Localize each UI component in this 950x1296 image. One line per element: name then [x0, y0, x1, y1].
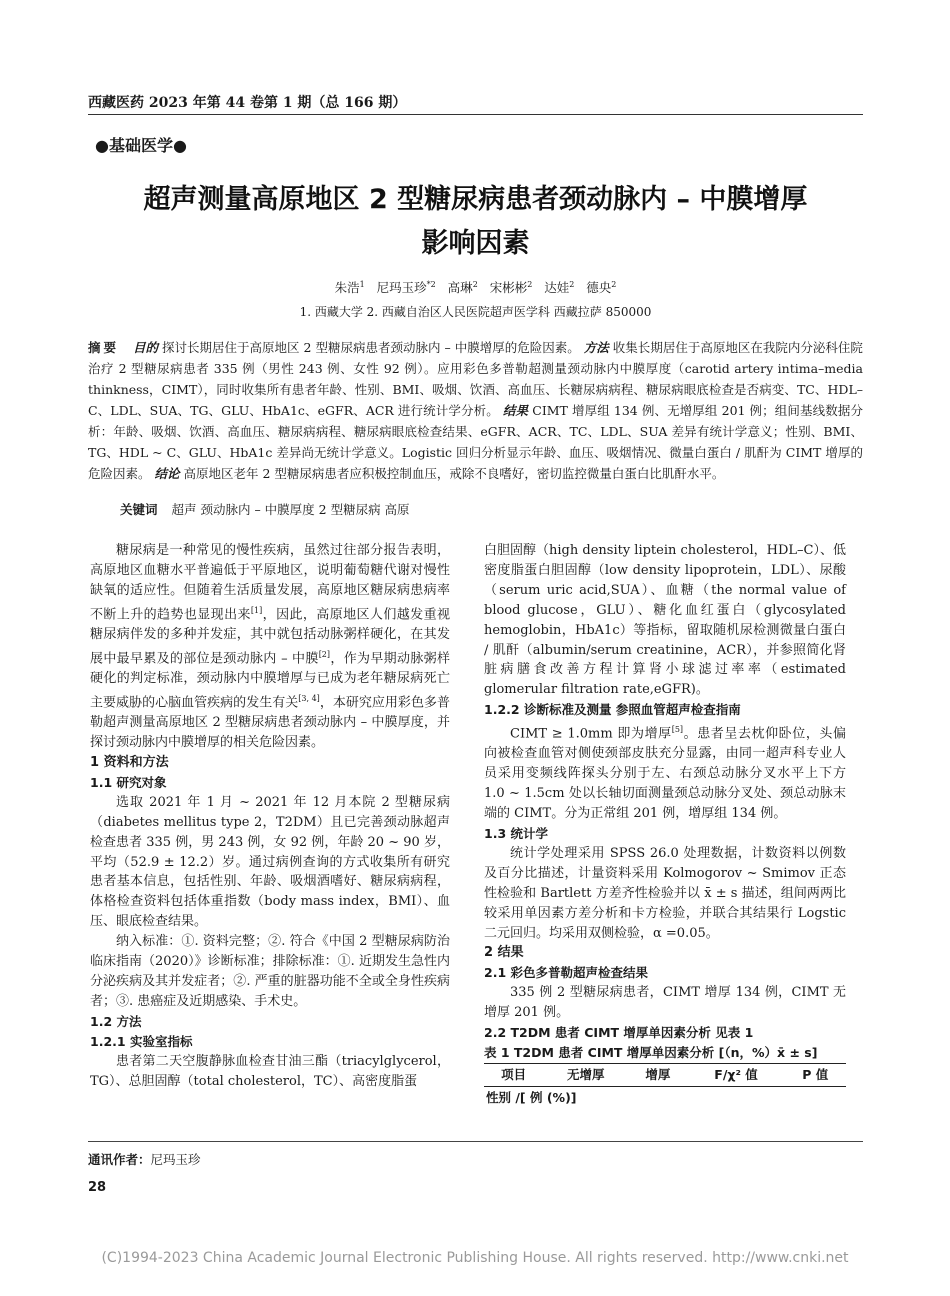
corr-name: 尼玛玉珍 [150, 1152, 201, 1167]
table-1 [484, 1064, 846, 1109]
affiliation: 1. 西藏大学 2. 西藏自治区人民医院超声医学科 西藏拉萨 850000 [299, 305, 652, 319]
page-number: 28 [88, 1180, 107, 1195]
table-header: P 值 [785, 1064, 846, 1086]
section-heading: 1 资料和方法 [90, 755, 169, 771]
subsection-heading: 1.2.1 实验室指标 [90, 1033, 193, 1049]
method-text: 收集长期居住于高原地区在我院内分泌科住院治疗 2 型糖尿病患者 335 例（男性 243 例、女性 92 例）。应用彩色多普勒超测量颈动脉内中膜厚度（carotid artery intima–media thinkness，CIMT），同时收集所有患者年龄、性别、BMI、吸烟、饮酒、高血压、长糖尿病病程、糖尿病眼底检查是否病变、TC、HDL–C、LDL、SUA、TG、GLU、HbA1c、eGFR、ACR 进行统计学分析。 [88, 340, 863, 418]
abstract-label: 摘要 [88, 340, 120, 355]
table-header: 无增厚 [543, 1064, 628, 1086]
section-heading: 2 结果 [484, 945, 524, 961]
keywords [120, 500, 860, 518]
result-label: 结果 [502, 403, 529, 418]
keywords-text: 超声 颈动脉内 – 中膜厚度 2 型糖尿病 高原 [171, 502, 410, 517]
result-text: CIMT 增厚组 134 例、无增厚组 201 例；组间基线数据分析：年龄、吸烟、饮酒、高血压、糖尿病病程、糖尿病眼底检查结果、eGFR、ACR、TC、LDL、SUA 差异有统计学意义；性别、BMI、TG、HDL ~ C、GLU、HbA1c 差异尚无统计学意义。Logistic 回归分析显示年龄、血压、吸烟情况、微量白蛋白 / 肌酐为 CIMT 增厚的危险因素。 [88, 403, 863, 481]
lab-paragraph-continued: 白胆固醇（high density liptein cholesterol，HDL–C）、低密度脂蛋白胆固醇（low density lipoprotein，LDL）、尿酸（serum uric acid,SUA）、血糖（the normal value of blood glucose，GLU）、糖化血红蛋白（glycosylated hemoglobin，HbA1c）等指标，留取随机尿检测微量白蛋白 / 肌酐（albumin/serum creatinine，ACR），并参照简化肾脏病膳食改善方程计算肾小球滤过率率（estimated glomerular filtration rate,eGFR)。 [484, 543, 846, 698]
citation: [3, 4] [298, 694, 320, 703]
intro-paragraph: 糖尿病是一种常见的慢性疾病，虽然过往部分报告表明，高原地区血糖水平普遍低于平原地区，说明葡萄糖代谢对慢性缺氧的适应性。但随着生活质量发展，高原地区糖尿病患病率不断上升的趋势也显现出来[1]，因此，高原地区人们越发重视糖尿病伴发的多种并发症，其中就包括动脉粥样硬化，在其发展中最早累及的部位是颈动脉内 – 中膜[2]，作为早期动脉粥样硬化的判定标准，颈动脉内中膜增厚与已成为老年糖尿病死亡主要威胁的心脑血管疾病的发生有关[3, 4]，本研究应用彩色多普勒超声测量高原地区 2 型糖尿病患者颈动脉内 – 中膜厚度，并探讨颈动脉内中膜增厚的相关危险因素。 [90, 543, 450, 751]
copyright-watermark: (C)1994-2023 China Academic Journal Electronic Publishing House. All rights reserved. http://www.cnki.net [101, 1250, 849, 1266]
header-rule [88, 114, 863, 115]
author: 朱浩$^1$ [334, 279, 365, 295]
author: 高琳$^2$ [447, 279, 478, 295]
subsection-heading: 1.2 方法 [90, 1013, 142, 1029]
method-label: 方法 [583, 340, 609, 355]
table-header: 增厚 [628, 1064, 687, 1086]
right-column [484, 541, 846, 1109]
author: 尼玛玉珍$^{*2}$ [376, 279, 436, 295]
table-cell: 性别 /[ 例 (%)] [486, 1089, 577, 1105]
table-header: 项目 [484, 1064, 543, 1086]
subsection-heading: 2.1 彩色多普勒超声检查结果 [484, 965, 648, 981]
aim-label: 目的 [133, 340, 159, 355]
table-row [484, 1086, 846, 1108]
table-header: F/χ² 值 [688, 1064, 785, 1086]
title-line-2: 影响因素 [421, 228, 530, 259]
aim-text: 探讨长期居住于高原地区 2 型糖尿病患者颈动脉内 – 中膜增厚的危险因素。 [162, 340, 580, 355]
results-paragraph: 335 例 2 型糖尿病患者，CIMT 增厚 134 例，CIMT 无增厚 201 例。 [484, 985, 846, 1021]
section-tag: ●基础医学● [95, 136, 187, 155]
table-header-row [484, 1064, 846, 1086]
subsection-heading: 1.2.2 诊断标准及测量 参照血管超声检查指南 [484, 702, 741, 718]
citation: [1] [250, 605, 263, 615]
footer-rule [88, 1141, 863, 1142]
article-title [88, 178, 863, 266]
journal-header: 西藏医药 2023 年第 44 卷第 1 期（总 166 期） [88, 95, 407, 111]
corr-label: 通讯作者： [88, 1152, 151, 1167]
author: 德央$^2$ [586, 279, 617, 295]
cimt-paragraph: CIMT ≥ 1.0mm 即为增厚[5]。患者呈去枕仰卧位，头偏向被检查血管对侧使颈部皮肤充分显露，由同一超声科专业人员采用变频线阵探头分别于左、右颈总动脉分叉水平上下方 1.0 ~ 1.5cm 处以长轴切面测量颈总动脉分叉处、颈总动脉末端的 CIMT。分为正常组 201 例，增厚组 134 例。 [484, 725, 846, 822]
conclusion-text: 高原地区老年 2 型糖尿病患者应积极控制血压，戒除不良嗜好，密切监控微量白蛋白比肌酐水平。 [183, 466, 725, 481]
keywords-label: 关键词 [120, 502, 158, 517]
subsection-heading: 2.2 T2DM 患者 CIMT 增厚单因素分析 见表 1 [484, 1025, 754, 1041]
table-caption: 表 1 T2DM 患者 CIMT 增厚单因素分析 [（n，%）x̄ ± s] [484, 1043, 846, 1064]
abstract [88, 337, 863, 484]
citation: [5] [671, 725, 684, 735]
citation: [2] [318, 649, 331, 659]
title-line-1: 超声测量高原地区 2 型糖尿病患者颈动脉内 – 中膜增厚 [143, 184, 808, 215]
left-column [90, 541, 450, 1091]
author-list [88, 278, 863, 296]
author: 宋彬彬$^2$ [489, 279, 533, 295]
lab-paragraph: 患者第二天空腹静脉血检查甘油三酯（triacylglycerol，TG）、总胆固醇（total cholesterol，TC）、高密度脂蛋 [90, 1053, 450, 1089]
corresponding-author [88, 1150, 201, 1168]
criteria-paragraph: 纳入标准：①. 资料完整；②. 符合《中国 2 型糖尿病防治临床指南（2020）》诊断标准；排除标准：①. 近期发生急性内分泌疾病及其并发症者；②. 严重的脏器功能不全或全身性疾病者；③. 患癌症及近期感染、手术史。 [90, 934, 450, 1009]
author: 达娃$^2$ [544, 279, 575, 295]
statistics-paragraph: 统计学处理采用 SPSS 26.0 处理数据，计数资料以例数及百分比描述，计量资料采用 Kolmogorov ~ Smimov 正态性检验和 Bartlett 方差齐性检验并以 x̄ ± s 描述，组间两两比较采用单因素方差分析和卡方检验，并联合其结果行 Logstic 二元回归。均采用双侧检验，α =0.05。 [484, 845, 846, 941]
conclusion-label: 结论 [154, 466, 180, 481]
subjects-paragraph: 选取 2021 年 1 月 ~ 2021 年 12 月本院 2 型糖尿病（diabetes mellitus type 2，T2DM）且已完善颈动脉超声检查患者 335 例，男 243 例，女 92 例，年龄 20 ~ 90 岁，平均（52.9 ± 12.2）岁。通过病例查询的方式收集所有研究患者基本信息，包括性别、年龄、吸烟酒嗜好、糖尿病病程，体格检查资料包括体重指数（body mass index，BMI）、血压、眼底检查结果。 [90, 794, 450, 930]
subsection-heading: 1.1 研究对象 [90, 774, 167, 790]
subsection-heading: 1.3 统计学 [484, 826, 548, 842]
